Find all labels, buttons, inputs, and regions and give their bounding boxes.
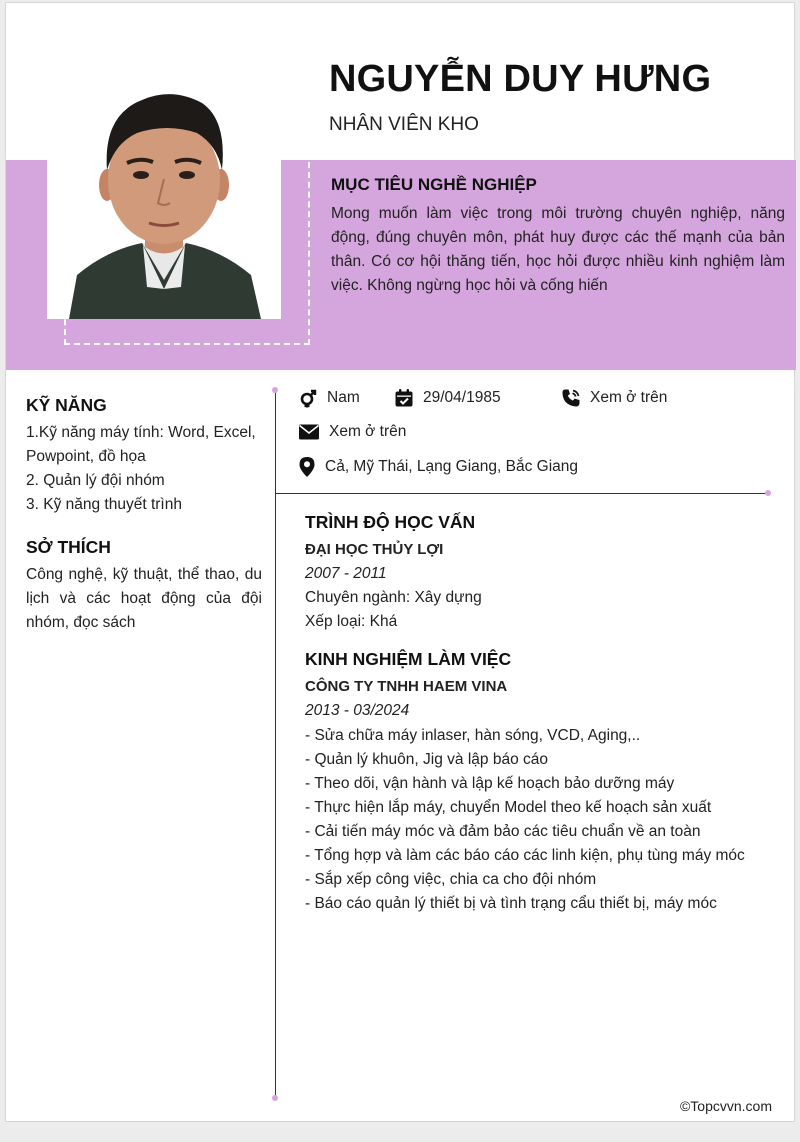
list-item: - Sắp xếp công việc, chia ca cho đội nhóm: [305, 871, 597, 888]
objective-title: MỤC TIÊU NGHỀ NGHIỆP: [331, 175, 537, 194]
calendar-icon: [394, 388, 414, 408]
birthday-info: [394, 388, 501, 408]
education-grade: Xếp loại: Khá: [305, 613, 398, 630]
gender-info: [298, 388, 360, 408]
skill-item-3: 3. Kỹ năng thuyết trình: [26, 496, 182, 513]
list-item: - Sửa chữa máy inlaser, hàn sóng, VCD, Aging,..: [305, 727, 641, 744]
experience-title: KINH NGHIỆM LÀM VIỆC: [305, 649, 512, 669]
info-divider-dot: [765, 490, 771, 496]
experience-company: CÔNG TY TNHH HAEM VINA: [305, 678, 508, 695]
skill-item-2: 2. Quản lý đội nhóm: [26, 472, 165, 489]
skills-title: KỸ NĂNG: [26, 395, 107, 415]
education-title: TRÌNH ĐỘ HỌC VẤN: [305, 512, 476, 532]
address-value: Cả, Mỹ Thái, Lạng Giang, Bắc Giang: [325, 458, 579, 475]
birthday-value: 29/04/1985: [423, 389, 501, 406]
phone-info: [561, 388, 667, 408]
column-divider: [275, 391, 276, 1099]
objective-text: Mong muốn làm việc trong môi trường chuyên nghiệp, năng động, đúng chuyên môn, phát huy được các thế mạnh của bản thân. Có cơ hội thăng tiến, học hỏi được nhiều kinh nghiệm làm việc. Không ngừng học hỏi và cống hiến: [331, 205, 785, 294]
gender-icon: [298, 388, 318, 408]
footer-credit: ©Topcvvn.com: [679, 1098, 772, 1114]
list-item: - Cải tiến máy móc và đảm bảo các tiêu chuẩn về an toàn: [305, 823, 701, 840]
education-period: 2007 - 2011: [305, 565, 387, 582]
hobbies-title: SỞ THÍCH: [26, 537, 111, 557]
divider-dot-top: [272, 387, 278, 393]
envelope-icon: [298, 422, 320, 442]
skill-item-1: 1.Kỹ năng máy tính: Word, Excel, Powpoint, đồ họa: [26, 424, 256, 465]
experience-duties: [305, 724, 745, 916]
email-value: Xem ở trên: [329, 423, 407, 440]
address-info: [298, 456, 578, 478]
list-item: - Thực hiện lắp máy, chuyển Model theo kế hoạch sản xuất: [305, 799, 712, 816]
hobbies-text: Công nghệ, kỹ thuật, thể thao, du lịch và các hoạt động của đội nhóm, đọc sách: [26, 566, 262, 631]
profile-photo: [47, 75, 281, 319]
education-major: Chuyên ngành: Xây dựng: [305, 589, 482, 606]
list-item: - Quản lý khuôn, Jig và lập báo cáo: [305, 751, 548, 768]
education-school: ĐẠI HỌC THỦY LỢI: [305, 541, 444, 558]
job-title: NHÂN VIÊN KHO: [329, 114, 479, 135]
experience-period: 2013 - 03/2024: [305, 702, 410, 719]
person-portrait-icon: [47, 75, 281, 319]
candidate-name: NGUYỄN DUY HƯNG: [329, 58, 712, 100]
list-item: - Báo cáo quản lý thiết bị và tình trạng cẩu thiết bị, máy móc: [305, 895, 717, 912]
gender-value: Nam: [327, 389, 360, 406]
cv-page: [5, 2, 795, 1122]
phone-icon: [561, 388, 581, 408]
divider-dot-bottom: [272, 1095, 278, 1101]
info-divider: [275, 493, 769, 494]
list-item: - Theo dõi, vận hành và lập kế hoạch bảo dưỡng máy: [305, 775, 675, 792]
email-info: [298, 422, 406, 442]
list-item: - Tổng hợp và làm các báo cáo các linh kiện, phụ tùng máy móc: [305, 847, 745, 864]
phone-value: Xem ở trên: [590, 389, 668, 406]
map-pin-icon: [298, 456, 316, 478]
